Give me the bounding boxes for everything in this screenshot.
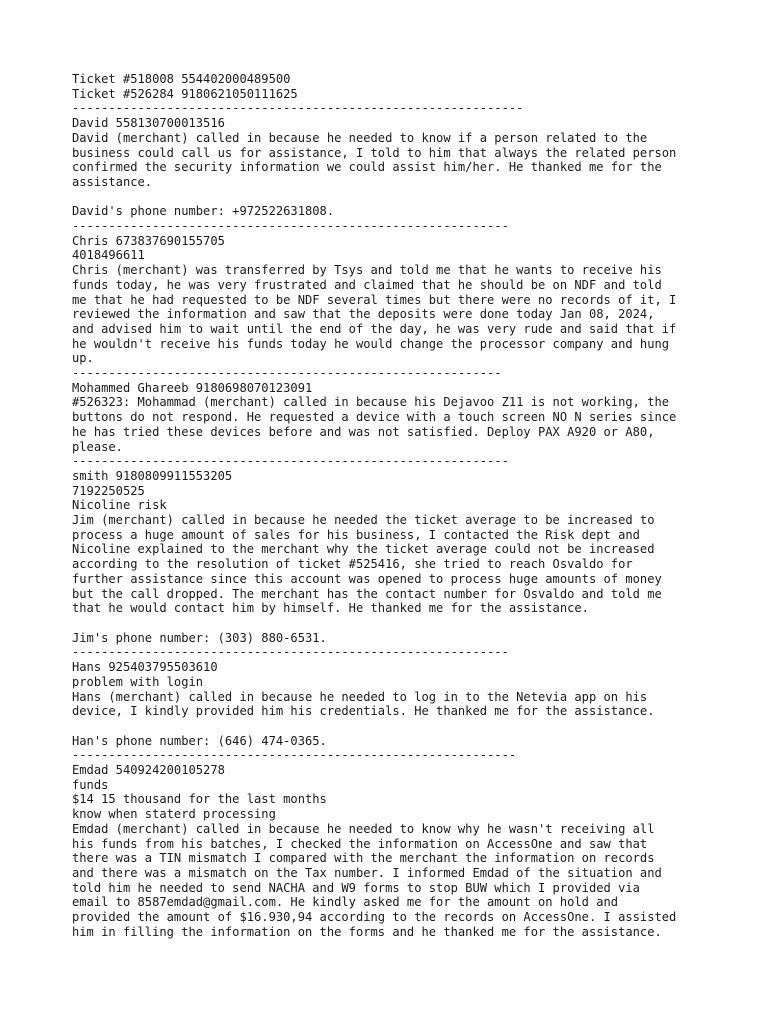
text-line: smith 9180809911553205 [72, 468, 233, 483]
separator-line: ------------------------------------------------------------ [72, 219, 509, 234]
text-line: know when staterd processing [72, 807, 276, 822]
text-line: Nicoline explained to the merchant why the ticket average could not be increased [72, 542, 655, 557]
text-line: $14 15 thousand for the last months [72, 792, 327, 807]
text-line: Jim (merchant) called in because he needed the ticket average to be increased to [72, 513, 655, 528]
text-line: #526323: Mohammad (merchant) called in because his Dejavoo Z11 is not working, the [72, 395, 670, 410]
text-line: David (merchant) called in because he needed to know if a person related to the [72, 130, 648, 145]
text-line: Ticket #518008 554402000489500 [72, 72, 291, 86]
separator-line: ------------------------------------------------------------ [72, 645, 509, 660]
text-line: device, I kindly provided him his credentials. He thanked me for the assistance. [72, 704, 655, 719]
text-line: Chris 673837690155705 [72, 233, 225, 248]
text-line: 7192250525 [72, 483, 145, 498]
text-line: email to 8587emdad@gmail.com. He kindly asked me for the amount on hold and [72, 895, 619, 910]
document-body [72, 72, 762, 939]
text-line: there was a TIN mismatch I compared with the merchant the information on records [72, 851, 655, 866]
text-line: he has tried these devices before and was not satisfied. Deploy PAX A920 or A80, [72, 424, 655, 439]
text-line: please. [72, 439, 123, 454]
separator-line: ------------------------------------------------------------ [72, 454, 509, 469]
blank-line [72, 719, 762, 734]
text-line: that he would contact him by himself. He thanked me for the assistance. [72, 601, 589, 616]
text-line: up. [72, 351, 94, 366]
text-line: Hans 925403795503610 [72, 660, 218, 675]
text-line: Emdad (merchant) called in because he needed to know why he wasn't receiving all [72, 821, 655, 836]
text-line: 4018496611 [72, 248, 145, 263]
text-line: and advised him to wait until the end of the day, he was very rude and said that if [72, 321, 677, 336]
text-line: Jim's phone number: (303) 880-6531. [72, 630, 327, 645]
text-line: funds [72, 777, 109, 792]
text-line: me that he had requested to be NDF several times but there were no records of it, I [72, 292, 677, 307]
text-line: told him he needed to send NACHA and W9 forms to stop BUW which I provided via [72, 880, 640, 895]
text-line: his funds from his batches, I checked the information on AccessOne and saw that [72, 836, 648, 851]
text-line: Ticket #526284 9180621050111625 [72, 86, 298, 101]
blank-line [72, 616, 762, 631]
text-line: funds today, he was very frustrated and claimed that he should be on NDF and told [72, 277, 662, 292]
text-line: him in filling the information on the forms and he thanked me for the assistance. [72, 924, 662, 939]
separator-line: ------------------------------------------------------------- [72, 748, 517, 763]
text-line: but the call dropped. The merchant has the contact number for Osvaldo and told me [72, 586, 662, 601]
text-line: David 558130700013516 [72, 116, 225, 131]
text-line: problem with login [72, 674, 204, 689]
separator-line: ----------------------------------------------------------- [72, 366, 502, 381]
text-line: Nicoline risk [72, 498, 167, 513]
text-line: further assistance since this account was opened to process huge amounts of money [72, 571, 662, 586]
text-line: Hans (merchant) called in because he needed to log in to the Netevia app on his [72, 689, 648, 704]
text-line: assistance. [72, 174, 153, 189]
separator-line: -------------------------------------------------------------- [72, 101, 524, 116]
text-line: provided the amount of $16.930,94 according to the records on AccessOne. I assisted [72, 910, 677, 925]
text-line: Emdad 540924200105278 [72, 763, 225, 777]
text-line: he wouldn't receive his funds today he would change the processor company and hung [72, 336, 670, 351]
text-line: reviewed the information and saw that the deposits were done today Jan 08, 2024, [72, 307, 655, 322]
text-line: David's phone number: +972522631808. [72, 204, 335, 219]
text-line: Mohammed Ghareeb 9180698070123091 [72, 380, 313, 395]
text-line: business could call us for assistance, I told to him that always the related person [72, 145, 677, 160]
blank-line [72, 190, 762, 205]
text-line: buttons do not respond. He requested a device with a touch screen NO N series since [72, 410, 677, 425]
text-line: Han's phone number: (646) 474-0365. [72, 733, 327, 748]
text-line: confirmed the security information we could assist him/her. He thanked me for the [72, 160, 662, 175]
text-line: process a huge amount of sales for his business, I contacted the Risk dept and [72, 527, 640, 542]
text-line: Chris (merchant) was transferred by Tsys and told me that he wants to receive his [72, 263, 662, 278]
text-line: according to the resolution of ticket #525416, she tried to reach Osvaldo for [72, 557, 633, 572]
text-line: and there was a mismatch on the Tax number. I informed Emdad of the situation and [72, 865, 662, 880]
